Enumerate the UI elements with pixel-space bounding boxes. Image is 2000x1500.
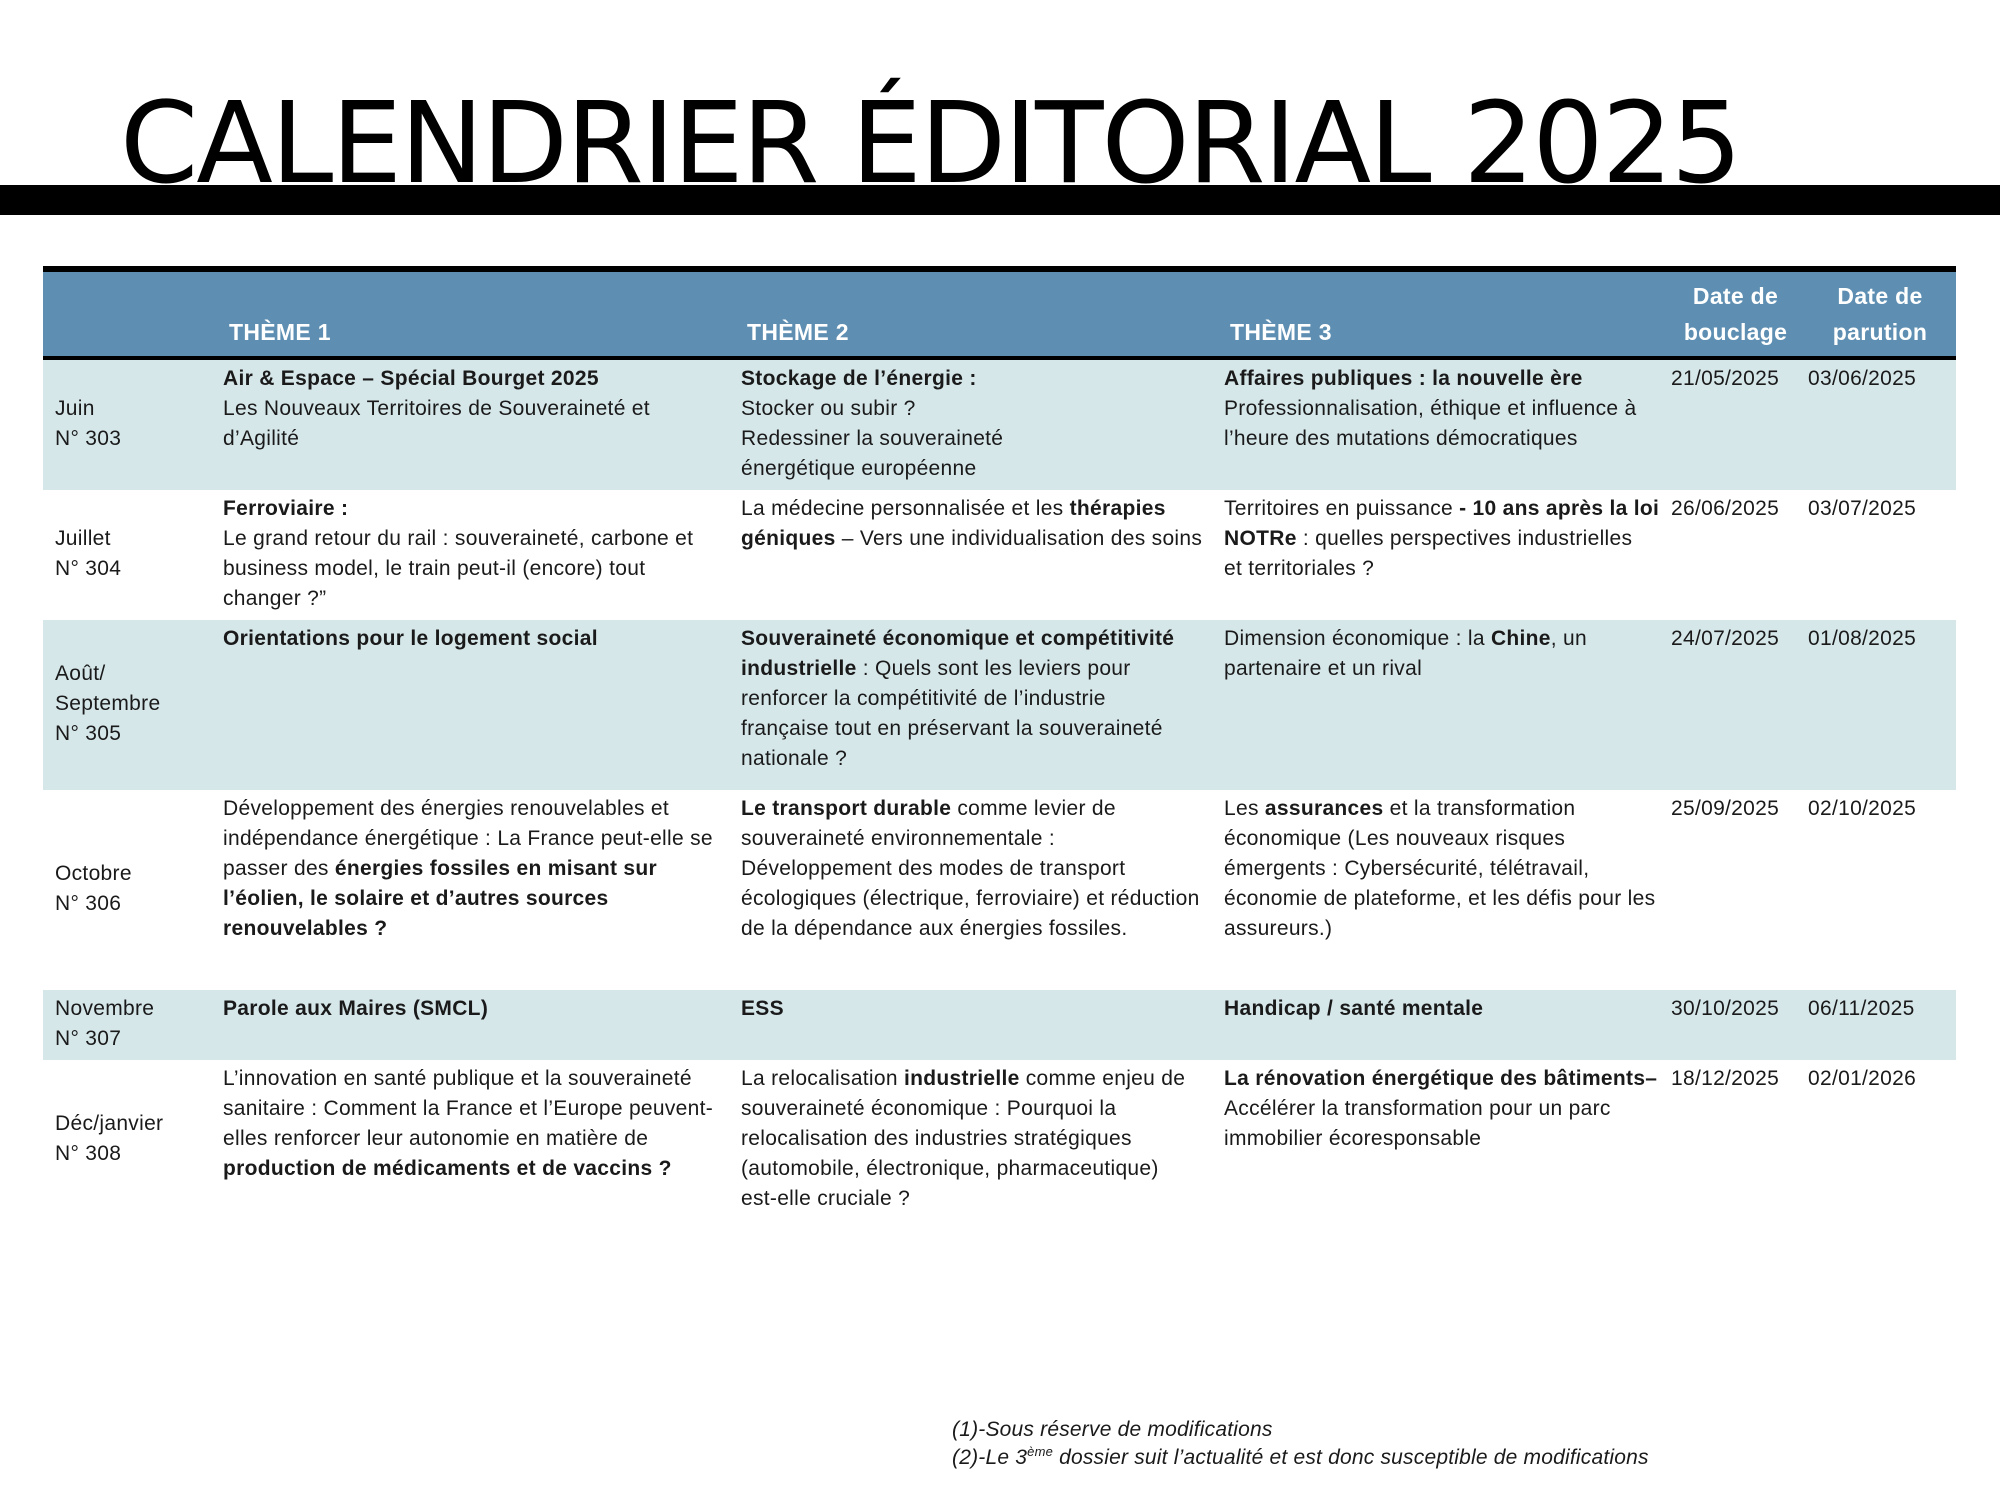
text-segment: d’Agilité: [223, 427, 300, 450]
bold-text: Handicap / santé mentale: [1224, 997, 1484, 1020]
text-line: [741, 1184, 1210, 1214]
text-segment: comme enjeu de: [1019, 1067, 1186, 1090]
issue-cell: [43, 790, 213, 990]
text-line: [741, 424, 1210, 454]
issue-label-line: N° 303: [55, 427, 122, 450]
text-line: [1224, 1124, 1663, 1154]
text-line: [741, 1094, 1210, 1124]
text-line: [741, 794, 1210, 824]
text-segment: et la transformation: [1383, 797, 1576, 820]
date-parution-cell: 03/07/2025: [1808, 497, 1917, 520]
date-parution-cell: 03/06/2025: [1808, 367, 1917, 390]
theme-1-cell: [213, 1060, 731, 1220]
date-parution-cell: 02/10/2025: [1808, 797, 1917, 820]
text-line: [741, 654, 1210, 684]
text-line: [223, 584, 727, 614]
text-segment: Le grand retour du rail : souveraineté, carbone et: [223, 527, 694, 550]
bold-text: La rénovation énergétique des bâtiments–: [1224, 1067, 1658, 1090]
table-row: [43, 358, 1956, 490]
bold-text: renouvelables ?: [223, 917, 388, 940]
theme-2-cell: [731, 358, 1214, 490]
text-line: [741, 1064, 1210, 1094]
text-line: [741, 454, 1210, 484]
text-line: [223, 394, 727, 424]
theme-1-cell: [213, 358, 731, 490]
theme-2-cell: [731, 1060, 1214, 1220]
header-date-parution: [1804, 269, 1956, 358]
issue-label-line: N° 307: [55, 1027, 122, 1050]
text-line: [223, 364, 727, 394]
text-segment: La relocalisation: [741, 1067, 904, 1090]
issue-label-line: N° 305: [55, 722, 122, 745]
bold-text: assurances: [1264, 797, 1384, 820]
text-line: [741, 624, 1210, 654]
text-segment: partenaire et un rival: [1224, 657, 1423, 680]
footnote-1: (1)-Sous réserve de modifications: [952, 1418, 1273, 1441]
text-line: [741, 854, 1210, 884]
text-segment: immobilier écoresponsable: [1224, 1127, 1482, 1150]
bold-text: Souveraineté économique et compétitivité: [741, 627, 1175, 650]
text-segment: Accélérer la transformation pour un parc: [1224, 1097, 1611, 1120]
text-segment: sanitaire : Comment la France et l’Europe peuvent-: [223, 1097, 714, 1120]
text-line: [741, 714, 1210, 744]
issue-label-line: Novembre: [55, 997, 155, 1020]
text-line: [223, 884, 727, 914]
text-segment: changer ?”: [223, 587, 327, 610]
text-segment: (automobile, électronique, pharmaceutique): [741, 1157, 1159, 1180]
text-segment: renforcer la compétitivité de l’industrie: [741, 687, 1106, 710]
bold-text: énergies fossiles en misant sur: [334, 857, 657, 880]
footnote-2: [952, 1444, 1649, 1472]
text-line: [223, 824, 727, 854]
text-segment: économie de plateforme, et les défis pour les: [1224, 887, 1656, 910]
text-segment: Les: [1224, 797, 1265, 820]
theme-2-cell: [731, 790, 1214, 990]
footnote-2-superscript: ème: [1027, 1444, 1054, 1459]
text-segment: Redessiner la souveraineté: [741, 427, 1004, 450]
theme-3-cell: [1214, 790, 1667, 990]
text-line: [1224, 654, 1663, 684]
date-parution-cell: 01/08/2025: [1808, 627, 1917, 650]
date-bouclage-cell: 30/10/2025: [1671, 997, 1780, 1020]
table-body: [43, 358, 1956, 1220]
header-date-parution-line-1: Date de: [1837, 283, 1923, 309]
header-issue: [43, 269, 213, 358]
theme-2-cell: [731, 990, 1214, 1060]
text-line: [1224, 914, 1663, 944]
text-line: [741, 684, 1210, 714]
text-segment: souveraineté environnementale :: [741, 827, 1055, 850]
text-line: [223, 624, 727, 654]
bold-text: Chine: [1490, 627, 1551, 650]
text-line: [741, 824, 1210, 854]
text-line: [1224, 424, 1663, 454]
bold-text: industrielle: [904, 1067, 1020, 1090]
text-segment: écologiques (électrique, ferroviaire) et réduction: [741, 887, 1200, 910]
header-theme-1: THÈME 1: [213, 269, 731, 358]
text-segment: L’innovation en santé publique et la souveraineté: [223, 1067, 692, 1090]
bold-text: Parole aux Maires (SMCL): [223, 997, 489, 1020]
text-line: [1224, 884, 1663, 914]
issue-label-line: Octobre: [55, 862, 132, 885]
bold-text: l’éolien, le solaire et d’autres sources: [223, 887, 609, 910]
text-line: [223, 524, 727, 554]
text-line: [1224, 854, 1663, 884]
table-row: [43, 990, 1956, 1060]
bold-text: géniques: [741, 527, 836, 550]
text-line: [741, 494, 1210, 524]
text-line: [741, 744, 1210, 774]
issue-cell: [43, 990, 213, 1060]
text-line: [741, 914, 1210, 944]
text-line: [223, 794, 727, 824]
text-segment: nationale ?: [741, 747, 848, 770]
header-date-bouclage-line-2: bouclage: [1683, 319, 1788, 345]
text-line: [223, 1094, 727, 1124]
theme-3-cell: [1214, 1060, 1667, 1220]
footnote-2-text: dossier suit l’actualité et est donc susceptible de modifications: [1053, 1446, 1649, 1469]
text-line: [741, 994, 1210, 1024]
text-line: [223, 854, 727, 884]
table-header-row: [43, 269, 1956, 358]
bold-text: - 10 ans après la loi: [1459, 497, 1660, 520]
text-line: [223, 1124, 727, 1154]
text-line: [1224, 824, 1663, 854]
theme-3-cell: [1214, 358, 1667, 490]
text-line: [1224, 1064, 1663, 1094]
issue-cell: [43, 490, 213, 620]
text-segment: , un: [1550, 627, 1588, 650]
text-line: [223, 914, 727, 944]
table-row: [43, 1060, 1956, 1220]
bold-text: Affaires publiques : la nouvelle ère: [1224, 367, 1583, 390]
issue-label-line: N° 304: [55, 557, 122, 580]
text-segment: de la dépendance aux énergies fossiles.: [741, 917, 1128, 940]
bold-text: NOTRe: [1224, 527, 1297, 550]
footnotes: [952, 1416, 1649, 1472]
text-segment: souveraineté économique : Pourquoi la: [741, 1097, 1117, 1120]
issue-cell: [43, 358, 213, 490]
text-line: [223, 554, 727, 584]
theme-1-cell: [213, 990, 731, 1060]
text-segment: Dimension économique : la: [1224, 627, 1491, 650]
text-segment: business model, le train peut-il (encore) tout: [223, 557, 646, 580]
issue-label-line: Déc/janvier: [55, 1112, 164, 1135]
text-line: [1224, 524, 1663, 554]
text-segment: elles renforcer leur autonomie en matière de: [223, 1127, 649, 1150]
theme-2-cell: [731, 620, 1214, 790]
text-segment: : quelles perspectives industrielles: [1296, 527, 1633, 550]
header-date-bouclage: [1667, 269, 1804, 358]
text-segment: – Vers une individualisation des soins: [835, 527, 1203, 550]
bold-text: Air & Espace – Spécial Bourget 2025: [223, 367, 599, 390]
header-date-bouclage-line-1: Date de: [1692, 283, 1779, 309]
editorial-calendar-table: [43, 266, 1956, 1220]
text-segment: l’heure des mutations démocratiques: [1224, 427, 1578, 450]
issue-label-line: Septembre: [55, 692, 161, 715]
text-line: [223, 1154, 727, 1184]
table-row: [43, 790, 1956, 990]
text-line: [1224, 624, 1663, 654]
text-segment: assureurs.): [1224, 917, 1333, 940]
issue-label-line: N° 308: [55, 1142, 122, 1165]
theme-2-cell: [731, 490, 1214, 620]
header-date-parution-line-2: parution: [1832, 319, 1928, 345]
date-bouclage-cell: 24/07/2025: [1671, 627, 1780, 650]
text-line: [741, 1124, 1210, 1154]
date-bouclage-cell: 18/12/2025: [1671, 1067, 1780, 1090]
bold-text: production de médicaments et de vaccins ?: [223, 1157, 672, 1180]
theme-1-cell: [213, 790, 731, 990]
bold-text: Ferroviaire :: [223, 497, 349, 520]
text-line: [223, 994, 727, 1024]
text-segment: Stocker ou subir ?: [741, 397, 916, 420]
page-title: CALENDRIER ÉDITORIAL 2025: [120, 79, 1741, 209]
issue-label-line: Juillet: [55, 527, 111, 550]
text-line: [741, 1154, 1210, 1184]
issue-label-line: N° 306: [55, 892, 122, 915]
table-row: [43, 620, 1956, 790]
text-segment: Professionnalisation, éthique et influence à: [1224, 397, 1637, 420]
text-segment: énergétique européenne: [741, 457, 977, 480]
text-segment: passer des: [223, 857, 335, 880]
text-line: [1224, 494, 1663, 524]
bold-text: Stockage de l’énergie :: [741, 367, 977, 390]
date-bouclage-cell: 25/09/2025: [1671, 797, 1780, 820]
bold-text: thérapies: [1069, 497, 1166, 520]
text-line: [223, 424, 727, 454]
text-line: [741, 884, 1210, 914]
text-line: [1224, 1094, 1663, 1124]
text-segment: est-elle cruciale ?: [741, 1187, 911, 1210]
text-segment: Développement des énergies renouvelables et: [223, 797, 670, 820]
text-line: [741, 524, 1210, 554]
date-parution-cell: 02/01/2026: [1808, 1067, 1917, 1090]
theme-1-cell: [213, 620, 731, 790]
issue-label-line: Août/: [55, 662, 106, 685]
header-theme-3: THÈME 3: [1214, 269, 1667, 358]
issue-cell: [43, 620, 213, 790]
text-line: [223, 494, 727, 524]
text-segment: et territoriales ?: [1224, 557, 1375, 580]
bold-text: Le transport durable: [741, 797, 952, 820]
text-segment: comme levier de: [951, 797, 1116, 820]
theme-1-cell: [213, 490, 731, 620]
issue-label-line: Juin: [55, 397, 95, 420]
footnote-2-prefix: (2)-Le 3: [952, 1446, 1028, 1469]
bold-text: ESS: [741, 997, 784, 1020]
theme-3-cell: [1214, 490, 1667, 620]
table-row: [43, 490, 1956, 620]
text-segment: Développement des modes de transport: [741, 857, 1126, 880]
text-line: [1224, 794, 1663, 824]
date-bouclage-cell: 26/06/2025: [1671, 497, 1780, 520]
issue-cell: [43, 1060, 213, 1220]
text-line: [1224, 554, 1663, 584]
text-line: [1224, 394, 1663, 424]
bold-text: Orientations pour le logement social: [223, 627, 598, 650]
text-segment: française tout en préservant la souveraineté: [741, 717, 1163, 740]
bold-text: industrielle: [741, 657, 857, 680]
theme-3-cell: [1214, 990, 1667, 1060]
text-segment: Territoires en puissance: [1224, 497, 1460, 520]
text-line: [741, 394, 1210, 424]
text-segment: relocalisation des industries stratégiques: [741, 1127, 1132, 1150]
text-line: [1224, 994, 1663, 1024]
theme-3-cell: [1214, 620, 1667, 790]
text-line: [741, 364, 1210, 394]
text-segment: indépendance énergétique : La France peut-elle se: [223, 827, 713, 850]
text-line: [1224, 364, 1663, 394]
text-segment: émergents : Cybersécurité, télétravail,: [1224, 857, 1590, 880]
text-line: [223, 1064, 727, 1094]
text-segment: économique (Les nouveaux risques: [1224, 827, 1566, 850]
text-segment: La médecine personnalisée et les: [741, 497, 1070, 520]
date-bouclage-cell: 21/05/2025: [1671, 367, 1780, 390]
text-segment: Les Nouveaux Territoires de Souveraineté et: [223, 397, 650, 420]
text-segment: : Quels sont les leviers pour: [856, 657, 1131, 680]
date-parution-cell: 06/11/2025: [1808, 997, 1915, 1020]
header-theme-2: THÈME 2: [731, 269, 1214, 358]
